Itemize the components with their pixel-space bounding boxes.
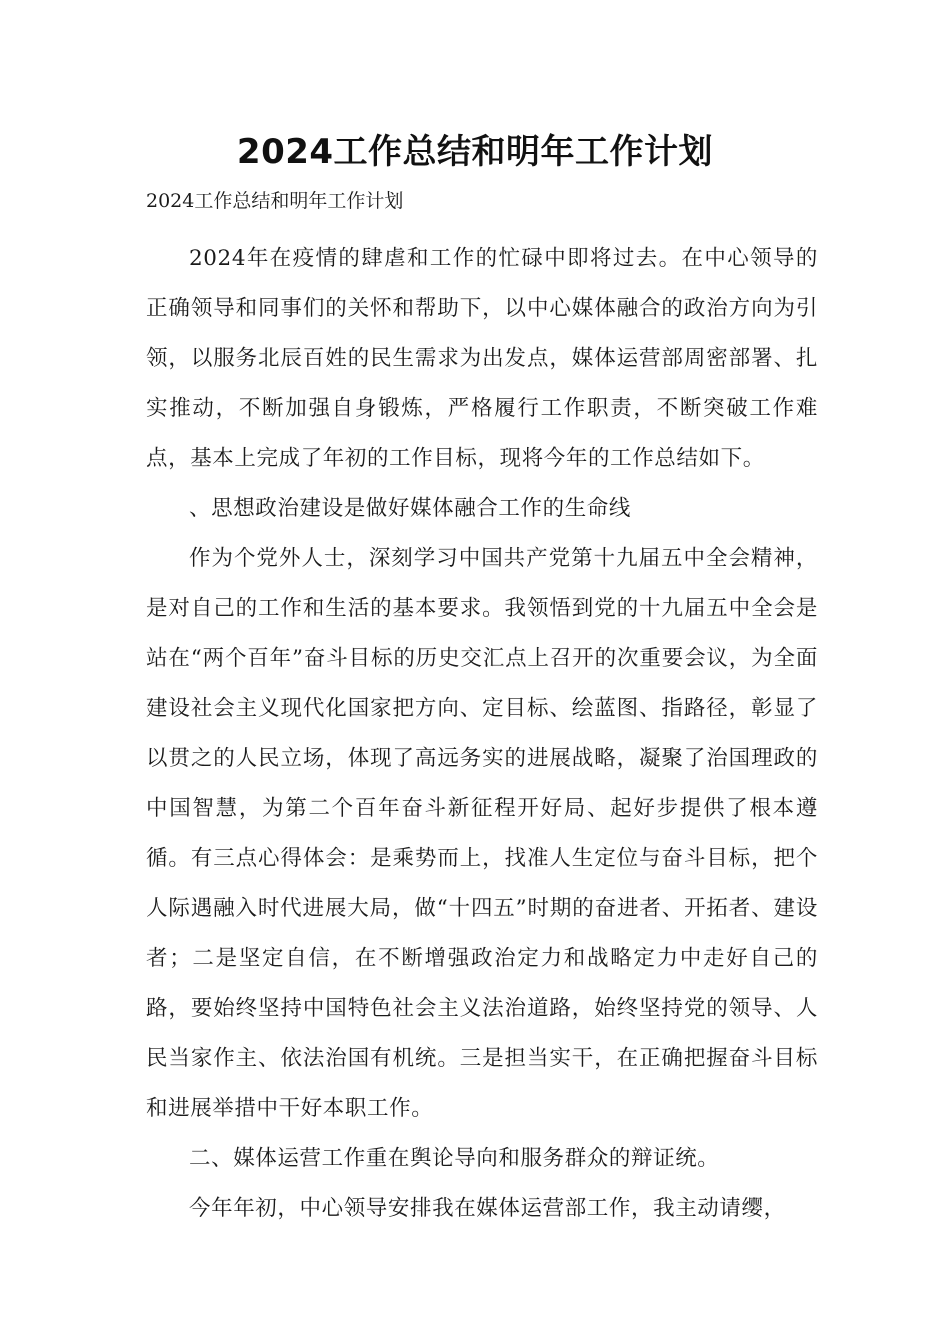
document-body xyxy=(146,234,818,1234)
document-subtitle: 2024工作总结和明年工作计划 xyxy=(146,190,404,212)
paragraph-section-2: 今年年初，中心领导安排我在媒体运营部工作，我主动请缨， xyxy=(189,1196,786,1221)
paragraph-section-1: 作为个党外人士，深刻学习中国共产党第十九届五中全会精神，是对自己的工作和生活的基本要求。我领悟到党的十九届五中全会是站在“两个百年”奋斗目标的历史交汇点上召开的次重要会议，为全面建设社会主义现代化国家把方向、定目标、绘蓝图、指路径，彰显了以贯之的人民立场，体现了高远务实的进展战略，凝聚了治国理政的中国智慧，为第二个百年奋斗新征程开好局、起好步提供了根本遵循。有三点心得体会：是乘势而上，找准人生定位与奋斗目标，把个人际遇融入时代进展大局，做“十四五”时期的奋进者、开拓者、建设者；二是坚定自信，在不断增强政治定力和战略定力中走好自己的路，要始终坚持中国特色社会主义法治道路，始终坚持党的领导、人民当家作主、依法治国有机统。三是担当实干，在正确把握奋斗目标和进展举措中干好本职工作。 xyxy=(146,546,818,1121)
section-heading-1: 、思想政治建设是做好媒体融合工作的生命线 xyxy=(189,496,632,521)
section-heading-2: 二、媒体运营工作重在舆论导向和服务群众的辩证统。 xyxy=(189,1146,720,1171)
paragraph-intro: 2024年在疫情的肆虐和工作的忙碌中即将过去。在中心领导的正确领导和同事们的关怀和帮助下，以中心媒体融合的政治方向为引领，以服务北辰百姓的民生需求为出发点，媒体运营部周密部署、扎实推动，不断加强自身锻炼，严格履行工作职责，不断突破工作难点，基本上完成了年初的工作目标，现将今年的工作总结如下。 xyxy=(146,246,818,471)
document-title: 2024工作总结和明年工作计划 xyxy=(236,132,714,172)
